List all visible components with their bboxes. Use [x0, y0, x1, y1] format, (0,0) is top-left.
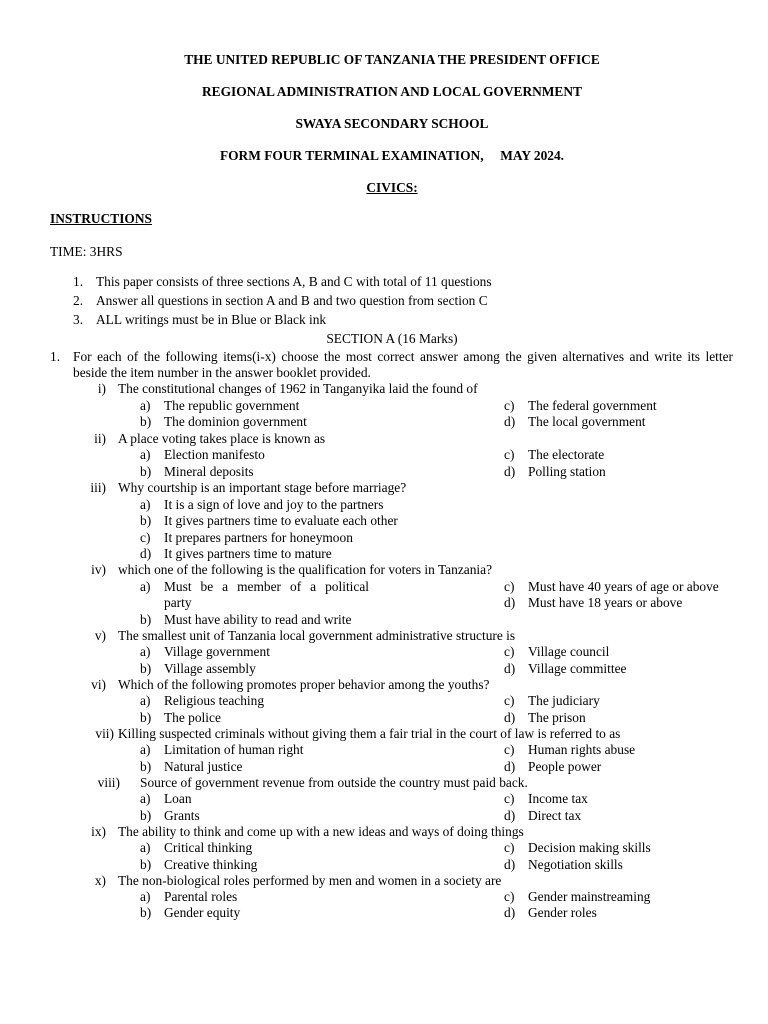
option-d: Direct tax — [528, 808, 582, 823]
option-a-continued: party — [164, 595, 192, 610]
option-b: Mineral deposits — [164, 464, 254, 479]
option-b: Natural justice — [164, 759, 243, 774]
option-a: Election manifesto — [164, 447, 265, 462]
header-administration: REGIONAL ADMINISTRATION AND LOCAL GOVERNMENT — [202, 84, 582, 99]
header-subject: CIVICS: — [366, 180, 418, 195]
option-c: The judiciary — [528, 693, 600, 708]
question-number: 1. — [50, 349, 61, 364]
exam-time: TIME: 3HRS — [50, 244, 123, 259]
option-b: Grants — [164, 808, 200, 823]
option-a: The republic government — [164, 398, 300, 413]
option-d: It gives partners time to mature — [164, 546, 332, 561]
option-d: The prison — [528, 710, 586, 725]
option-c: Gender mainstreaming — [528, 889, 651, 904]
option-c: Must have 40 years of age or above — [528, 579, 719, 594]
option-d: The local government — [528, 414, 646, 429]
option-c: The federal government — [528, 398, 657, 413]
exam-page: THE UNITED REPUBLIC OF TANZANIA THE PRESIDENT OFFICE REGIONAL ADMINISTRATION AND LOCAL GOVERNMENT SWAYA SECONDARY SCHOOL FORM FOUR TERMINAL EXAMINATION, MAY 2024. CIVICS: INSTRUCTIONS TIME: 3HRS 1. This paper consists of three sections A, B and C with total of 11 questions 2. Answer all questions in section A and B and two question from section C 3. ALL writings must be in Blue or Black ink SECTION A (16 Marks) 1. For each of the following items(i-x) choose the most correct answer among the given alternatives and write its letter beside the item number in the answer booklet provided. i) The constitutional changes of 1962 in Tanganyika laid the found of a) The republic government b) The dominion government c) The federal government d) The local government ii) A place voting takes place is known as a) Election manifesto b) Mineral deposits c) The electorate d) Polling station iii) Why courtship is an important stage before marriage? a) It is a sign of love and joy to the partners b) It gives partners time to evaluate each other c) It prepares partners for honeymoon d) It gives partners time to mature iv) which one of the following is the qualification for voters in Tanzania? a) Must be a member of a political party b) Must have ability to read and write c) Must have 40 years of age or above d) Must have 18 years or above v) The smallest unit of Tanzania local government administrative structure is a) Village government b) Village assembly c) Village council d) Village committee vi) Which of the following promotes proper behavior among the youths? a) Religious teaching b) The police c) The judiciary d) The prison vii) Killing suspected criminals without giving them a fair trial in the court of law is referred to as a) Limitation of human right b) Natural justice c) Human rights abuse d) People power viii) Source of government revenue from outside the country must paid back. a) Loan b) Grants c) Income tax d) Direct tax ix) The ability to think and come up with a new ideas and ways of doing things a) Critical thinking b) Creative thinking c) Decision making skills d) Negotiation skills x) The non-biological roles performed by men and women in a society are a) Parental roles b) Gender equity c) Gender mainstreaming d) Gender roles — [0, 0, 768, 1024]
option-c: It prepares partners for honeymoon — [164, 530, 353, 545]
question-instruction-line1: For each of the following items(i-x) choose the most correct answer among the given alternatives and write its letter — [73, 349, 733, 364]
option-a: Limitation of human right — [164, 742, 304, 757]
option-d: Gender roles — [528, 905, 597, 920]
option-b: The police — [164, 710, 221, 725]
instructions-title: INSTRUCTIONS — [50, 211, 152, 226]
option-d: Negotiation skills — [528, 857, 623, 872]
option-a: Must be a member of a political — [164, 579, 369, 594]
header-exam: FORM FOUR TERMINAL EXAMINATION, MAY 2024. — [219, 148, 565, 163]
option-c: The electorate — [528, 447, 605, 462]
option-d: Polling station — [528, 464, 606, 479]
option-b: Village assembly — [164, 661, 256, 676]
option-d: People power — [528, 759, 602, 774]
option-c: Income tax — [528, 791, 588, 806]
option-b: The dominion government — [164, 414, 307, 429]
option-b: Creative thinking — [164, 857, 258, 872]
section-a-title: SECTION A (16 Marks) — [326, 331, 458, 346]
option-a: Village government — [164, 644, 270, 659]
option-d: Village committee — [528, 661, 627, 676]
option-a: Critical thinking — [164, 840, 253, 855]
option-d: Must have 18 years or above — [528, 595, 683, 610]
option-c: Decision making skills — [528, 840, 651, 855]
option-a: Loan — [164, 791, 192, 806]
option-b: Must have ability to read and write — [164, 612, 352, 627]
header-country: THE UNITED REPUBLIC OF TANZANIA THE PRESIDENT OFFICE — [184, 52, 600, 67]
option-c: Village council — [528, 644, 610, 659]
option-b: It gives partners time to evaluate each other — [164, 513, 398, 528]
option-a: Religious teaching — [164, 693, 265, 708]
header-school: SWAYA SECONDARY SCHOOL — [295, 116, 489, 131]
option-c: Human rights abuse — [528, 742, 636, 757]
option-a: Parental roles — [164, 889, 238, 904]
question-instruction-line2: beside the item number in the answer booklet provided. — [73, 365, 371, 380]
option-b: Gender equity — [164, 905, 241, 920]
option-a: It is a sign of love and joy to the partners — [164, 497, 384, 512]
